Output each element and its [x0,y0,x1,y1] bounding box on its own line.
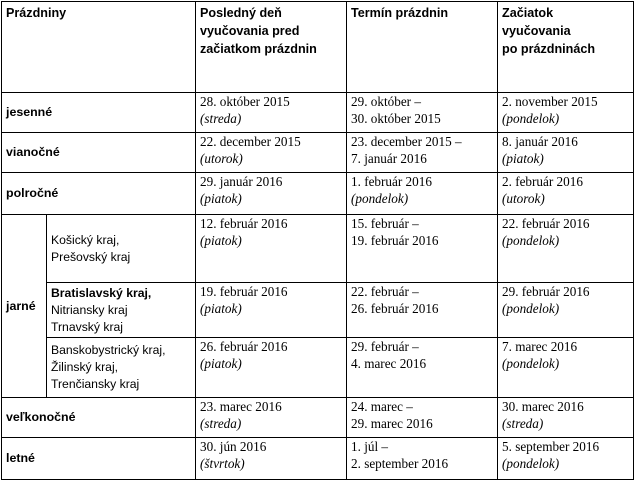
region-cell: Bratislavský kraj, Nitriansky kraj Trnavský kraj [47,283,196,338]
last-day-cell: 23. marec 2016 (streda) [196,398,347,438]
last-day-cell: 26. február 2016 (piatok) [196,338,347,398]
last-day-cell: 30. jún 2016 (štvrtok) [196,438,347,480]
start-cell: 29. február 2016 (pondelok) [498,283,634,338]
last-day-cell: 29. január 2016 (piatok) [196,173,347,215]
header-start: Začiatok vyučovania po prázdninách [498,2,634,93]
holiday-name: letné [2,438,196,480]
row-spring-group-1 [2,215,634,283]
holiday-name: vianočné [2,133,196,173]
start-cell: 22. február 2016 (pondelok) [498,215,634,283]
row-summer [2,438,634,480]
row-spring-group-2 [2,283,634,338]
term-cell: 24. marec – 29. marec 2016 [347,398,498,438]
term-cell: 15. február – 19. február 2016 [347,215,498,283]
region-cell: Košický kraj, Prešovský kraj [47,215,196,283]
last-day-cell: 28. október 2015 (streda) [196,93,347,133]
row-easter [2,398,634,438]
header-term: Termín prázdnin [347,2,498,93]
start-cell: 7. marec 2016 (pondelok) [498,338,634,398]
header-holiday: Prázdniny [2,2,196,93]
region-cell: Banskobystrický kraj, Žilinský kraj, Trenčiansky kraj [47,338,196,398]
term-cell: 1. február 2016 (pondelok) [347,173,498,215]
start-cell: 5. september 2016 (pondelok) [498,438,634,480]
start-cell: 2. november 2015 (pondelok) [498,93,634,133]
row-autumn [2,93,634,133]
holiday-name: veľkonočné [2,398,196,438]
header-row [2,2,634,93]
start-cell: 30. marec 2016 (streda) [498,398,634,438]
start-cell: 2. február 2016 (utorok) [498,173,634,215]
holiday-name: jesenné [2,93,196,133]
last-day-cell: 19. február 2016 (piatok) [196,283,347,338]
start-cell: 8. január 2016 (piatok) [498,133,634,173]
term-cell: 29. október – 30. október 2015 [347,93,498,133]
last-day-cell: 12. február 2016 (piatok) [196,215,347,283]
term-cell: 22. február – 26. február 2016 [347,283,498,338]
term-cell: 29. február – 4. marec 2016 [347,338,498,398]
row-christmas [2,133,634,173]
header-last-day: Posledný deň vyučovania pred začiatkom prázdnin [196,2,347,93]
school-holidays-table [1,1,634,480]
row-spring-group-3 [2,338,634,398]
row-halfyear [2,173,634,215]
term-cell: 23. december 2015 – 7. január 2016 [347,133,498,173]
last-day-cell: 22. december 2015 (utorok) [196,133,347,173]
holiday-name: jarné [2,215,47,398]
term-cell: 1. júl – 2. september 2016 [347,438,498,480]
holiday-name: polročné [2,173,196,215]
